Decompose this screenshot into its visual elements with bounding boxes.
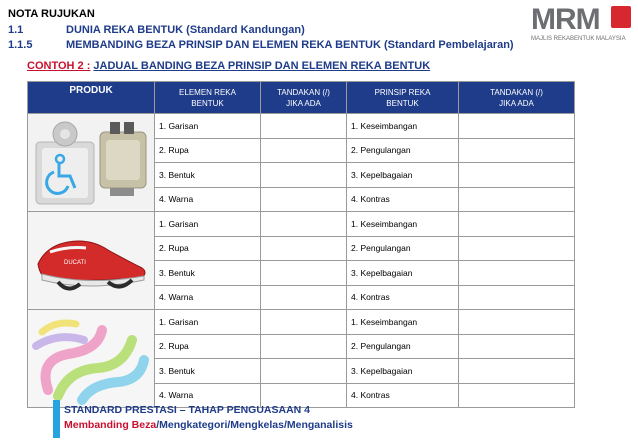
prinsip-cell: 4. Kontras [347,187,459,212]
tick-cell[interactable] [459,236,575,261]
elemen-cell: 4. Warna [155,285,261,310]
logo-tagline: MAJLIS REKABENTUK MALAYSIA [531,36,626,42]
level-highlight: Membanding Beza [64,419,157,431]
product-image-red-sneaker [28,212,155,310]
elemen-cell: 4. Warna [155,187,261,212]
comparison-table [27,81,575,408]
elemen-cell: 3. Bentuk [155,163,261,188]
learning-standard-text: MEMBANDING BEZA PRINSIP DAN ELEMEN REKA BENTUK (Standard Pembelajaran) [66,39,514,51]
elemen-cell: 1. Garisan [155,310,261,335]
tick-cell[interactable] [459,285,575,310]
table-row [28,212,575,237]
content-standard-text: DUNIA REKA BENTUK (Standard Kandungan) [66,24,305,36]
elemen-cell: 4. Warna [155,383,261,408]
svg-text:DUCATI: DUCATI [64,260,86,266]
example-heading [27,60,430,72]
tick-cell[interactable] [459,383,575,408]
tick-cell[interactable] [261,334,347,359]
prinsip-cell: 3. Kepelbagaian [347,163,459,188]
prinsip-cell: 4. Kontras [347,285,459,310]
elemen-cell: 1. Garisan [155,114,261,139]
learning-standard-line [8,38,514,52]
content-standard-number: 1.1 [8,24,24,36]
tick-cell[interactable] [261,285,347,310]
elemen-cell: 1. Garisan [155,212,261,237]
performance-standard-levels [64,419,353,431]
tick-cell[interactable] [459,114,575,139]
content-standard-line [8,23,305,37]
mrm-logo [531,4,631,48]
tick-cell[interactable] [261,236,347,261]
footer-accent-bar [53,400,60,438]
product-image-curved-pastel-chair [28,310,155,408]
table-header-row [28,82,575,114]
elemen-cell: 3. Bentuk [155,261,261,286]
example-title: JADUAL BANDING BEZA PRINSIP DAN ELEMEN REKA BENTUK [93,60,431,72]
elemen-cell: 3. Bentuk [155,359,261,384]
prinsip-cell: 1. Keseimbangan [347,114,459,139]
level-rest: /Mengkategori/Mengkelas/Menganalisis [156,419,353,431]
elemen-cell: 2. Rupa [155,138,261,163]
prinsip-cell: 2. Pengulangan [347,138,459,163]
header-produk: PRODUK [28,82,155,114]
prinsip-cell: 1. Keseimbangan [347,310,459,335]
header-tandakan-elemen: TANDAKAN (/) JIKA ADA [261,82,347,114]
table-row [28,310,575,335]
tick-cell[interactable] [459,138,575,163]
product-image-disabled-sign-lamp [28,114,155,212]
tick-cell[interactable] [261,359,347,384]
header-tandakan-prinsip: TANDAKAN (/) JIKA ADA [459,82,575,114]
header-prinsip: PRINSIP REKA BENTUK [347,82,459,114]
tick-cell[interactable] [261,187,347,212]
prinsip-cell: 3. Kepelbagaian [347,261,459,286]
tick-cell[interactable] [459,187,575,212]
example-label: CONTOH 2 : [27,60,91,72]
prinsip-cell: 1. Keseimbangan [347,212,459,237]
tick-cell[interactable] [261,310,347,335]
logo-badge-icon [611,6,631,28]
tick-cell[interactable] [261,114,347,139]
elemen-cell: 2. Rupa [155,236,261,261]
prinsip-cell: 3. Kepelbagaian [347,359,459,384]
header-elemen: ELEMEN REKA BENTUK [155,82,261,114]
tick-cell[interactable] [459,310,575,335]
tick-cell[interactable] [459,334,575,359]
prinsip-cell: 2. Pengulangan [347,334,459,359]
table-row [28,114,575,139]
tick-cell[interactable] [459,359,575,384]
logo-wordmark: MRM [531,3,600,36]
prinsip-cell: 2. Pengulangan [347,236,459,261]
learning-standard-number: 1.1.5 [8,39,33,51]
performance-standard-title: STANDARD PRESTASI – TAHAP PENGUASAAN 4 [64,404,311,416]
tick-cell[interactable] [261,163,347,188]
tick-cell[interactable] [459,212,575,237]
tick-cell[interactable] [459,163,575,188]
tick-cell[interactable] [261,261,347,286]
tick-cell[interactable] [459,261,575,286]
tick-cell[interactable] [261,138,347,163]
tick-cell[interactable] [261,212,347,237]
elemen-cell: 2. Rupa [155,334,261,359]
prinsip-cell: 4. Kontras [347,383,459,408]
note-heading: NOTA RUJUKAN [8,8,95,20]
